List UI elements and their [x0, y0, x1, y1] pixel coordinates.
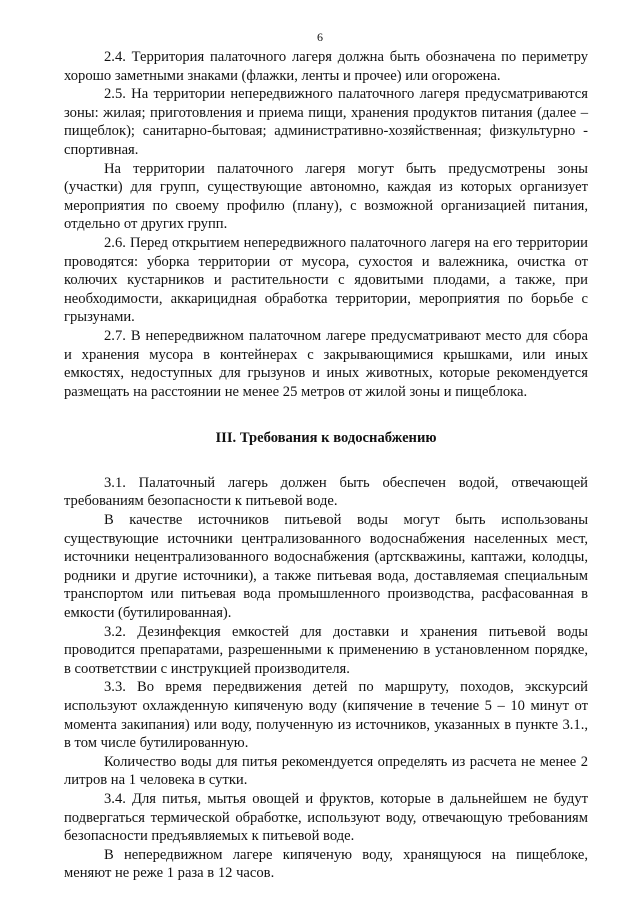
- paragraph-2-5-zones: На территории палаточного лагеря могут быть предусмотрены зоны (участки) для групп, существующие автономно, каждая из которых организует мероприятия по своему профилю (плану), с возможной организацией питания, отдельно от других групп.: [64, 160, 588, 233]
- paragraph-3-4: 3.4. Для питья, мытья овощей и фруктов, которые в дальнейшем не будут подвергаться термической обработке, используют воду, отвечающую требованиям безопасности предъявляемых к питьевой воде.: [64, 790, 588, 845]
- paragraph-2-5: 2.5. На территории непередвижного палаточного лагеря предусматриваются зоны: жилая; приготовления и приема пищи, хранения продуктов питания (далее – пищеблок); санитарно-бытовая; административно-хозяйственная; физкультурно - спортивная.: [64, 86, 588, 158]
- paragraph-3-3-amount: Количество воды для питья рекомендуется определять из расчета не менее 2 литров на 1 человека в сутки.: [64, 753, 588, 789]
- paragraph-3-2: 3.2. Дезинфекция емкостей для доставки и хранения питьевой воды проводится препаратами, разрешенными к применению в установленном порядке, в соответствии с инструкцией производителя.: [64, 623, 588, 677]
- page-number: 6: [317, 30, 323, 44]
- paragraph-3-3: 3.3. Во время передвижения детей по маршруту, походов, экскурсий используют охлажденную кипяченую воду (кипячение в течение 5 – 10 минут от момента закипания) или воду, полученную из источников, указанных в пункте 3.1., в том числе бутилированную.: [64, 679, 588, 752]
- page-body: [64, 48, 588, 883]
- paragraph-2-6: 2.6. Перед открытием непередвижного палаточного лагеря на его территории проводятся: уборка территории от мусора, сухостоя и валежника, очистка от колючих кустарников и растительности с ядовитыми плодами, а также, при необходимости, аккарицидная обработка территории, мероприятия по борьбе с грызунами.: [64, 234, 588, 326]
- paragraph-2-4: 2.4. Территория палаточного лагеря должна быть обозначена по периметру хорошо заметными знаками (флажки, ленты и прочее) или огорожена.: [64, 49, 588, 84]
- section-heading: III. Требования к водоснабжению: [215, 430, 437, 447]
- paragraph-3-4-boiled: В непередвижном лагере кипяченую воду, хранящуюся на пищеблоке, меняют не реже 1 раза в 12 часов.: [64, 846, 588, 882]
- paragraph-3-1-sources: В качестве источников питьевой воды могут быть использованы существующие источники централизованного водоснабжения населенных мест, источники нецентрализованного водоснабжения (артскважины, каптажи, колодцы, родники и другие источники), а также питьевая вода, доставляемая специальным транспортом или питьевая вода промышленного производства, расфасованная в емкости (бутилированная).: [64, 512, 588, 622]
- paragraph-3-1: 3.1. Палаточный лагерь должен быть обеспечен водой, отвечающей требованиям безопасности к питьевой воде.: [64, 474, 588, 510]
- paragraph-2-7: 2.7. В непередвижном палаточном лагере предусматривают место для сбора и хранения мусора в контейнерах с закрывающимися крышками, или иных емкостях, недоступных для грызунов и иных животных, которые рекомендуется размещать на расстоянии не менее 25 метров от жилой зоны и пищеблока.: [64, 327, 588, 400]
